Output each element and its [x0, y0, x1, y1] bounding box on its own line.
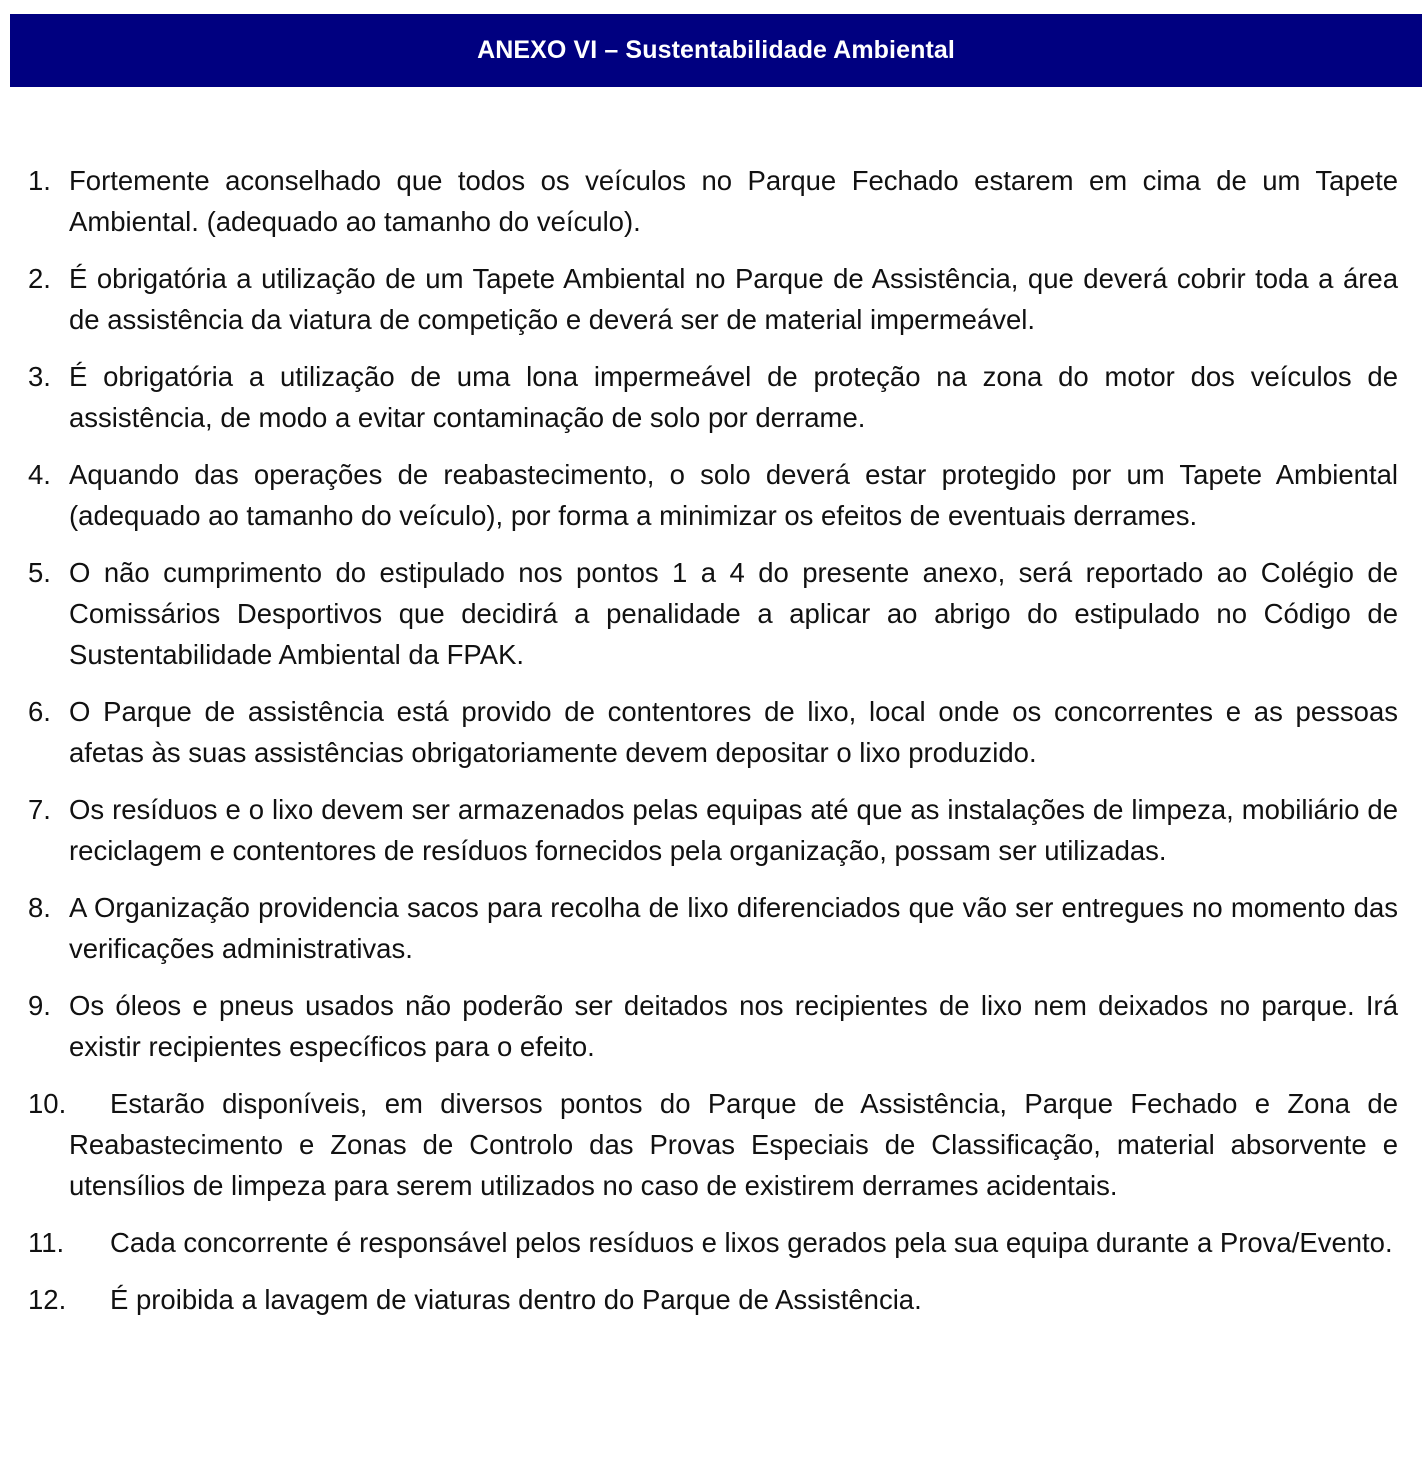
item-number: 1. — [28, 165, 51, 196]
item-number: 11. — [28, 1227, 65, 1258]
annex-title: ANEXO VI – Sustentabilidade Ambiental — [477, 36, 955, 64]
item-text: É obrigatória a utilização de um Tapete Ambiental no Parque de Assistência, que deverá cobrir toda a área de assistência da viatura de competição e deverá ser de material impermeável. — [69, 263, 1398, 335]
item-text: Cada concorrente é responsável pelos resíduos e lixos gerados pela sua equipa durante a Prova/Evento. — [110, 1227, 1393, 1258]
item-text: O não cumprimento do estipulado nos pontos 1 a 4 do presente anexo, será reportado ao Colégio de Comissários Desportivos que decidirá a penalidade a aplicar ao abrigo do estipulado no Código de Sustentabilidade Ambiental da FPAK. — [69, 557, 1398, 670]
item-number: 2. — [28, 263, 51, 294]
rules-list — [28, 160, 1398, 1336]
list-item — [28, 258, 1398, 340]
item-number: 8. — [28, 892, 51, 923]
annex-header-bar — [10, 14, 1422, 87]
item-number: 10. — [28, 1088, 67, 1119]
list-item — [28, 454, 1398, 536]
list-item — [28, 160, 1398, 242]
list-item — [28, 1083, 1398, 1206]
item-text: Estarão disponíveis, em diversos pontos do Parque de Assistência, Parque Fechado e Zona de Reabastecimento e Zonas de Controlo das Provas Especiais de Classificação, material absorvente e utensílios de limpeza para serem utilizados no caso de existirem derrames acidentais. — [69, 1088, 1398, 1201]
item-text: Aquando das operações de reabastecimento, o solo deverá estar protegido por um Tapete Ambiental (adequado ao tamanho do veículo), por forma a minimizar os efeitos de eventuais derrames. — [69, 459, 1398, 531]
item-text: É proibida a lavagem de viaturas dentro do Parque de Assistência. — [110, 1284, 922, 1315]
item-text: O Parque de assistência está provido de contentores de lixo, local onde os concorrentes e as pessoas afetas às suas assistências obrigatoriamente devem depositar o lixo produzido. — [69, 696, 1398, 768]
item-text: Os óleos e pneus usados não poderão ser deitados nos recipientes de lixo nem deixados no parque. Irá existir recipientes específicos para o efeito. — [69, 990, 1398, 1062]
item-text: Os resíduos e o lixo devem ser armazenados pelas equipas até que as instalações de limpeza, mobiliário de reciclagem e contentores de resíduos fornecidos pela organização, possam ser utilizadas. — [69, 794, 1398, 866]
item-number: 9. — [28, 990, 51, 1021]
item-text: É obrigatória a utilização de uma lona impermeável de proteção na zona do motor dos veículos de assistência, de modo a evitar contaminação de solo por derrame. — [69, 361, 1398, 433]
item-number: 12. — [28, 1284, 67, 1315]
item-text: Fortemente aconselhado que todos os veículos no Parque Fechado estarem em cima de um Tapete Ambiental. (adequado ao tamanho do veículo). — [69, 165, 1398, 237]
item-number: 4. — [28, 459, 51, 490]
list-item — [28, 985, 1398, 1067]
list-item — [28, 1222, 1398, 1263]
item-number: 3. — [28, 361, 51, 392]
item-text: A Organização providencia sacos para recolha de lixo diferenciados que vão ser entregues no momento das verificações administrativas. — [69, 892, 1398, 964]
list-item — [28, 789, 1398, 871]
item-number: 6. — [28, 696, 51, 727]
list-item — [28, 1279, 1398, 1320]
item-number: 5. — [28, 557, 51, 588]
list-item — [28, 887, 1398, 969]
list-item — [28, 356, 1398, 438]
list-item — [28, 691, 1398, 773]
item-number: 7. — [28, 794, 51, 825]
list-item — [28, 552, 1398, 675]
